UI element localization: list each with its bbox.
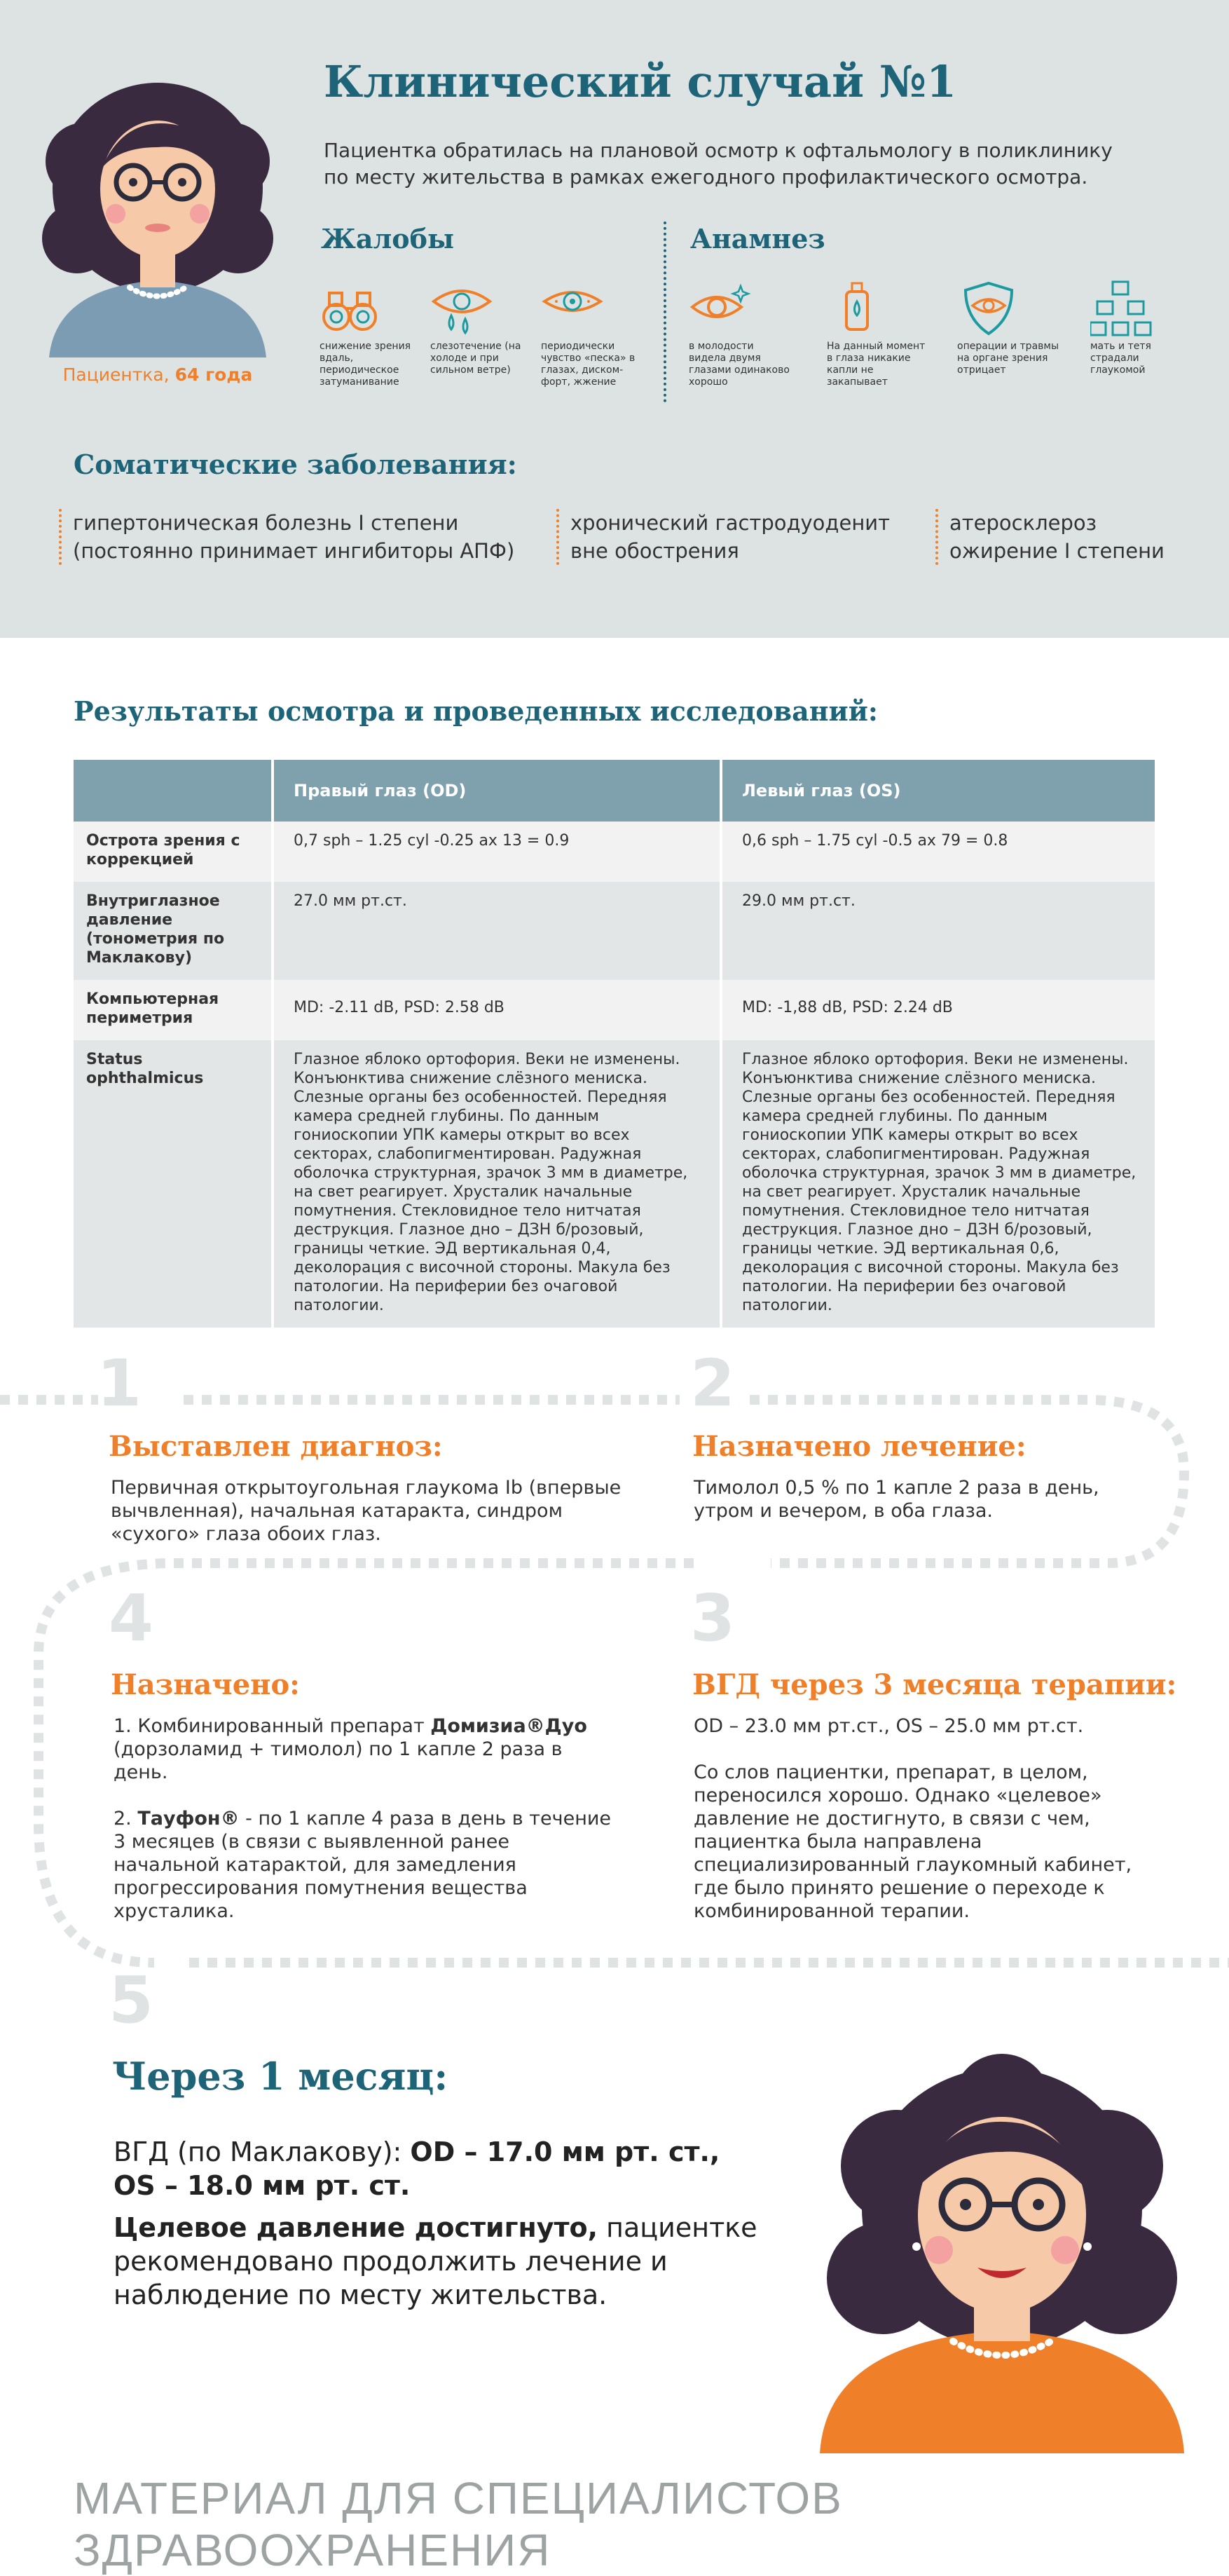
step1-heading: Выставлен диагноз: bbox=[109, 1430, 443, 1463]
vertical-divider bbox=[664, 222, 666, 402]
teary-eye-icon bbox=[430, 280, 493, 338]
results-table bbox=[74, 760, 1155, 1328]
page-title: Клинический случай №1 bbox=[324, 56, 957, 107]
results-heading: Результаты осмотра и проведенных исследований: bbox=[74, 695, 878, 727]
patient-avatar bbox=[42, 77, 273, 357]
step4-item-2: 2. Тауфон® - по 1 капле 4 раза в день в течение 3 месяцев (в связи с выявленной ранее начальной катарактой, для замедления прогрессирования помутнения вещества хрусталика. bbox=[114, 1808, 612, 1922]
step3-note: Со слов пациентки, препарат, в целом, переносился хорошо. Однако «целевое» давление не достигнуто, в связи с чем, пациентка была направлена специализированный глаукомный кабинет, где было принято решение о переходе к комбинированной терапии. bbox=[694, 1761, 1132, 1922]
month-conclusion: Целевое давление достигнуто, пациентке рекомендовано продолжить лечение и наблюдение по месту жительства. bbox=[114, 2212, 757, 2310]
table-header-row bbox=[74, 760, 1155, 822]
step-number-3: 3 bbox=[690, 1581, 736, 1656]
table-header-od: Правый глаз (OD) bbox=[273, 760, 721, 822]
table-header-os: Левый глаз (OS) bbox=[721, 760, 1155, 822]
step2-text: Тимолол 0,5 % по 1 капле 2 раза в день, утром и вечером, в оба глаза. bbox=[694, 1477, 1099, 1522]
table-header-empty bbox=[74, 760, 273, 822]
step3-iop: OD – 23.0 мм рт.ст., OS – 25.0 мм рт.ст. bbox=[694, 1715, 1084, 1737]
anamnesis-item: мать и тетя страдали глаукомой bbox=[1090, 280, 1195, 376]
month-text bbox=[114, 2135, 814, 2312]
binoculars-icon bbox=[320, 280, 383, 338]
shield-eye-icon bbox=[957, 280, 1020, 338]
patient-caption: Пациентка, 64 года bbox=[62, 364, 253, 385]
table-row: Острота зрения с коррекцией 0,7 sph – 1.25 cyl -0.25 ax 13 = 0.9 0,6 sph – 1.75 cyl -0.5 ax 79 = 0.8 bbox=[74, 822, 1155, 882]
step-number-4: 4 bbox=[109, 1581, 154, 1656]
table-row: Внутриглазное давление (тонометрия по Маклакову) 27.0 мм рт.ст. 29.0 мм рт.ст. bbox=[74, 882, 1155, 980]
month-iop: ВГД (по Маклакову): OD – 17.0 мм рт. ст., OS – 18.0 мм рт. ст. bbox=[114, 2137, 720, 2201]
drug-taufon: Тауфон® bbox=[137, 1808, 240, 1829]
table-row: Status ophthalmicus Глазное яблоко ортофория. Веки не изменены. Конъюнктива снижение слёзного мениска. Слезные органы без особенностей. Передняя камера средней глубины. По данным гониоскопии УПК камеры открыт во всех секторах, слабопигментирован. Радужная оболочка структурная, зрачок 3 мм в диаметре, на свет реагирует. Хрусталик начальные помутнения. Стекловидное тело нитчатая деструкция. Глазное дно – ДЗН б/розовый, границы четкие. ЭД вертикальная 0,4, деколорация с височной стороны. Макула без патологии. На периферии без очаговой патологии. Глазное яблоко ортофория. Веки не изменены. Конъюнктива снижение слёзного мениска. Слезные органы без особенностей. Передняя камера средней глубины. По данным гониоскопии УПК камеры открыт во всех секторах, слабопигментирован. Радужная оболочка структурная, зрачок 3 мм в диаметре, на свет реагирует. Хрусталик начальные помутнения. Стекловидное тело нитчатая деструкция. Глазное дно – ДЗН б/розовый, границы четкие. ЭД вертикальная 0,6, деколорация с височной стороны. Макула без патологии. На периферии без очаговой патологии. bbox=[74, 1040, 1155, 1328]
drug-domizia-duo: Домизиа®Дуо bbox=[430, 1715, 587, 1737]
step4-item-1: 1. Комбинированный препарат Домизиа®Дуо (дорзоламид + тимолол) по 1 капле 2 раза в день. bbox=[114, 1715, 587, 1783]
step-number-1: 1 bbox=[97, 1346, 142, 1421]
zigzag-divider bbox=[0, 617, 1229, 645]
complaints-heading: Жалобы bbox=[321, 223, 455, 254]
anamnesis-heading: Анамнез bbox=[690, 223, 825, 254]
family-tree-icon bbox=[1090, 280, 1153, 338]
anamnesis-item: На данный момент в глаза никакие капли не закапывает bbox=[827, 280, 932, 388]
somatic-heading: Соматические заболевания: bbox=[74, 449, 517, 480]
patient-age: 64 года bbox=[174, 364, 253, 385]
step1-text: Первичная открытоугольная глаукома Ib (впервые вычвленная), начальная катаракта, синдром «сухого» глаза обоих глаз. bbox=[111, 1477, 622, 1545]
step4-text bbox=[114, 1715, 618, 1946]
complaint-item: снижение зрения вдаль, периодическое затуманивание bbox=[320, 280, 425, 388]
month-heading: Через 1 месяц: bbox=[112, 2054, 448, 2099]
step3-heading: ВГД через 3 месяца терапии: bbox=[692, 1668, 1177, 1701]
anamnesis-item: операции и травмы на органе зрения отрицает bbox=[957, 280, 1062, 376]
complaint-item: периодически чувство «песка» в глазах, диском-форт, жжение bbox=[541, 280, 646, 388]
table-row: Компьютерная периметрия MD: -2.11 dB, PSD: 2.58 dB MD: -1,88 dB, PSD: 2.24 dB bbox=[74, 980, 1155, 1040]
footer-disclaimer: МАТЕРИАЛ ДЛЯ СПЕЦИАЛИСТОВ ЗДРАВООХРАНЕНИЯ bbox=[74, 2473, 843, 2575]
somatic-item: атеросклероз ожирение I степени bbox=[935, 509, 1165, 565]
step2-heading: Назначено лечение: bbox=[692, 1430, 1027, 1463]
step-number-5: 5 bbox=[109, 1963, 154, 2038]
intro-text: Пациентка обратилась на плановой осмотр к офтальмологу в поликлинику по месту жительства в рамках ежегодного профилактического осмотра. bbox=[324, 139, 1113, 189]
patient-avatar-smiling bbox=[813, 2047, 1191, 2453]
step4-heading: Назначено: bbox=[111, 1668, 300, 1701]
anamnesis-item: в молодости видела двумя глазами одинаково хорошо bbox=[689, 280, 794, 388]
complaint-item: слезотечение (на холоде и при сильном ветре) bbox=[430, 280, 535, 376]
irritated-eye-icon bbox=[541, 280, 604, 338]
step-number-2: 2 bbox=[690, 1346, 736, 1421]
somatic-item: гипертоническая болезнь I степени (постоянно принимает ингибиторы АПФ) bbox=[59, 509, 514, 565]
somatic-item: хронический гастродуоденит вне обострения bbox=[556, 509, 890, 565]
eye-sparkle-icon bbox=[689, 280, 752, 338]
eye-drops-icon bbox=[827, 280, 890, 338]
step3-text bbox=[694, 1715, 1142, 1946]
